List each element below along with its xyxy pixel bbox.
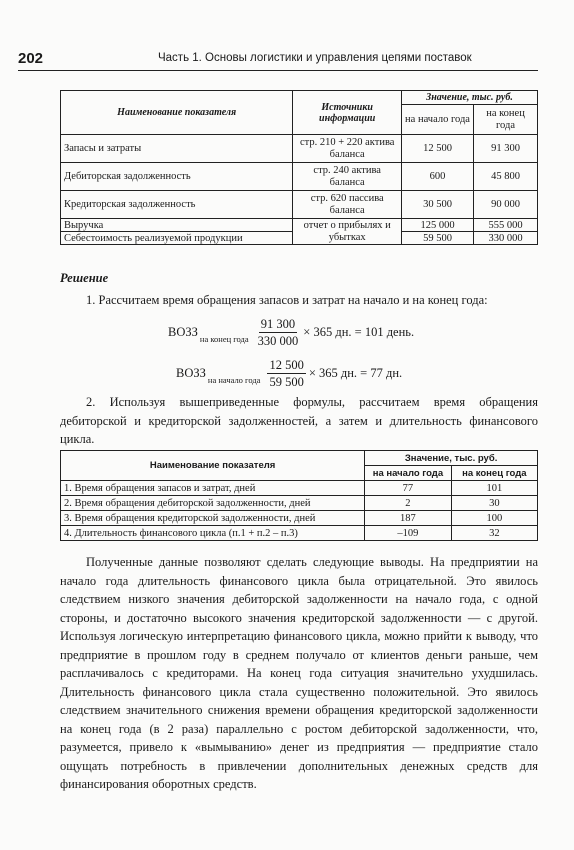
formula-fraction: [256, 316, 301, 349]
step1-paragraph: [60, 291, 538, 310]
col-start-header: на начало года: [365, 466, 451, 481]
row-name: Себестоимость реализуемой продукции: [61, 232, 293, 245]
running-head: Часть 1. Основы логистики и управления цепями поставок: [158, 52, 472, 64]
step2-text: 2. Используя вышеприведенные формулы, рассчитаем время обращения дебиторской и кредиторской задолженностей, а затем и длительность финансового цикла.: [60, 395, 538, 446]
row-start: 59 500: [401, 232, 473, 245]
row-end: 45 800: [474, 163, 538, 191]
table-row: [61, 511, 538, 526]
row-name: Выручка: [61, 219, 293, 232]
row-start: 77: [365, 481, 451, 496]
col-indicator-header: Наименование показателя: [61, 91, 293, 135]
row-name: 2. Время обращения дебиторской задолженности, дней: [61, 496, 365, 511]
row-source: стр. 210 + 220 актива баланса: [293, 135, 402, 163]
formula-denominator: 59 500: [269, 375, 304, 389]
row-start: –109: [365, 526, 451, 541]
conclusion-paragraph: [60, 553, 538, 794]
page-header: [18, 50, 538, 71]
row-end: 30: [451, 496, 537, 511]
table-row: [61, 481, 538, 496]
row-name: 4. Длительность финансового цикла (п.1 + п.2 – п.3): [61, 526, 365, 541]
col-value-header: Значение, тыс. руб.: [401, 91, 537, 105]
formula-numerator: 12 500: [269, 358, 304, 372]
formula-lhs: ВОЗЗ $_{на начало года}$: [176, 366, 261, 385]
row-name: Дебиторская задолженность: [61, 163, 293, 191]
row-start: 187: [365, 511, 451, 526]
col-source-header: Источники информации: [293, 91, 402, 135]
row-start: 2: [365, 496, 451, 511]
col-value-header: Значение, тыс. руб.: [365, 451, 538, 466]
col-end-header: на конец года: [474, 105, 538, 135]
conclusion-text: Полученные данные позволяют сделать следующие выводы. На предприятии на начало года длительность финансового цикла была отрицательной. Это явилось следствием низкого значения дебиторской задолженности на начало года, с одной стороны, и достаточно высокого значения кредиторской задолженности — с другой. Используя логическую интерпретацию финансового цикла, можно прийти к выводу, что предприятие в прошлом году в среднем получало от клиентов деньги раньше, чем расплачивалось с кредиторами. На конец года ситуация значительно ухудшилась. Длительность финансового цикла стала существенно положительной. Это явилось следствием значительного снижения времени обращения кредиторской задолженности на конец года (в 2 раза) параллельно с ростом дебиторской задолженности, что, разумеется, привело к «вымыванию» денег из предприятия — предприятие стало ощущать потребность в привлечении дополнительных денежных средств для финансирования оборотных средств.: [60, 555, 538, 791]
step1-text: 1. Рассчитаем время обращения запасов и затрат на начало и на конец года:: [86, 293, 488, 307]
table-row: [61, 526, 538, 541]
row-name: Запасы и затраты: [61, 135, 293, 163]
col-end-header: на конец года: [451, 466, 537, 481]
formula-denominator: 330 000: [257, 334, 299, 348]
formula-fraction: [267, 357, 305, 390]
table-row: [61, 135, 538, 163]
row-start: 125 000: [401, 219, 473, 232]
formula-lhs: ВОЗЗ $_{на конец года}$: [168, 325, 249, 344]
row-start: 600: [401, 163, 473, 191]
row-start: 30 500: [401, 191, 473, 219]
row-end: 101: [451, 481, 537, 496]
table-row: [61, 496, 538, 511]
formula-end-of-year: [168, 316, 414, 349]
col-indicator-header: Наименование показателя: [61, 451, 365, 481]
page-number: 202: [18, 50, 44, 67]
row-source: стр. 620 пассива баланса: [293, 191, 402, 219]
source-data-table: [60, 90, 538, 245]
results-table: [60, 450, 538, 541]
row-end: 91 300: [474, 135, 538, 163]
row-name: 1. Время обращения запасов и затрат, дней: [61, 481, 365, 496]
row-end: 330 000: [474, 232, 538, 245]
formula-subscript: на начало года: [207, 375, 261, 385]
row-end: 90 000: [474, 191, 538, 219]
row-end: 100: [451, 511, 537, 526]
row-end: 32: [451, 526, 537, 541]
col-start-header: на начало года: [401, 105, 473, 135]
formula-rhs: × 365 дн. = 77 дн.: [308, 366, 403, 380]
row-end: 555 000: [474, 219, 538, 232]
table-row: [61, 219, 538, 232]
solution-heading: Решение: [60, 271, 109, 285]
formula-rhs: × 365 дн. = 101 день.: [303, 325, 415, 339]
row-name: Кредиторская задолженность: [61, 191, 293, 219]
formula-subscript: на конец года: [199, 334, 249, 344]
row-source: отчет о прибылях и убытках: [293, 219, 402, 245]
row-name: 3. Время обращения кредиторской задолженности, дней: [61, 511, 365, 526]
row-start: 12 500: [401, 135, 473, 163]
table-row: [61, 191, 538, 219]
formula-start-of-year: [176, 357, 402, 390]
table-row: [61, 163, 538, 191]
formula-numerator: 91 300: [260, 317, 296, 331]
step2-paragraph: [60, 393, 538, 449]
row-source: стр. 240 актива баланса: [293, 163, 402, 191]
